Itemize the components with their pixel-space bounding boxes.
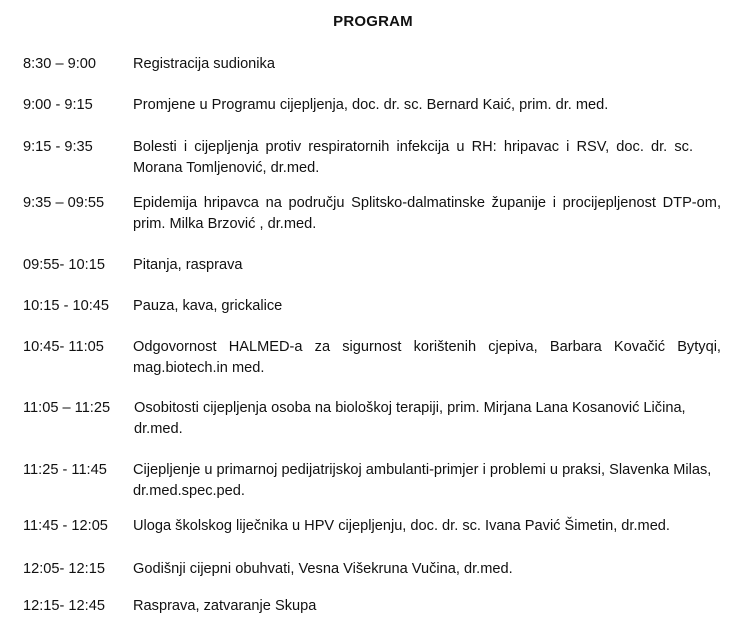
- item-description: Osobitosti cijepljenja osoba na biološkoj terapiji, prim. Mirjana Lana Kosanović Ličina, dr.med.: [134, 400, 686, 437]
- item-time: 10:15 - 10:45: [23, 298, 110, 314]
- item-time: 9:35 – 09:55: [23, 195, 105, 211]
- item-time: 11:05 – 11:25: [23, 400, 111, 416]
- item-description: Epidemija hripavca na području Splitsko-dalmatinske županije i procijepljenost DTP-om, prim. Milka Brzović , dr.med.: [133, 195, 721, 232]
- item-time: 09:55- 10:15: [23, 257, 105, 273]
- item-description: Registracija sudionika: [133, 56, 275, 72]
- item-description: Cijepljenje u primarnoj pedijatrijskoj ambulanti-primjer i problemi u praksi, Slavenka Milas, dr.med.spec.ped.: [133, 462, 712, 499]
- item-description: Odgovornost HALMED-a za sigurnost korištenih cjepiva, Barbara Kovačić Bytyqi, mag.biotech.in med.: [133, 339, 721, 376]
- item-time: 11:45 - 12:05: [23, 518, 108, 534]
- item-time: 8:30 – 9:00: [23, 56, 97, 72]
- item-time: 12:15- 12:45: [23, 598, 105, 614]
- item-time: 9:00 - 9:15: [23, 97, 93, 113]
- item-description: Godišnji cijepni obuhvati, Vesna Višekruna Vučina, dr.med.: [133, 561, 513, 577]
- item-time: 10:45- 11:05: [23, 339, 104, 355]
- item-description: Pitanja, rasprava: [133, 257, 243, 273]
- item-description: Rasprava, zatvaranje Skupa: [133, 598, 317, 614]
- item-description: Uloga školskog liječnika u HPV cijepljenju, doc. dr. sc. Ivana Pavić Šimetin, dr.med.: [133, 518, 670, 534]
- item-time: 11:25 - 11:45: [23, 462, 107, 478]
- item-time: 12:05- 12:15: [23, 561, 105, 577]
- page-title: PROGRAM: [333, 13, 413, 30]
- item-description: Promjene u Programu cijepljenja, doc. dr. sc. Bernard Kaić, prim. dr. med.: [133, 97, 609, 113]
- item-description: Pauza, kava, grickalice: [133, 298, 283, 314]
- item-description: Bolesti i cijepljenja protiv respiratornih infekcija u RH: hripavac i RSV, doc. dr. sc. Morana Tomljenović, dr.med.: [133, 139, 693, 176]
- item-time: 9:15 - 9:35: [23, 139, 93, 155]
